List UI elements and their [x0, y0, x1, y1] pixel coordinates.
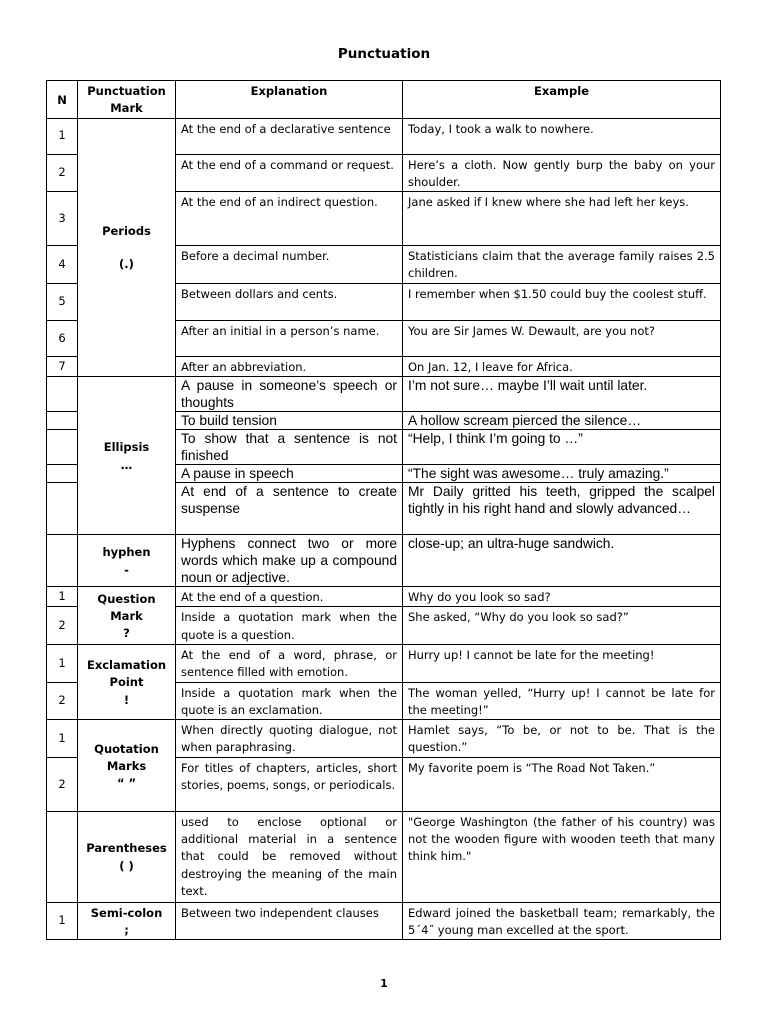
mark-symbol: !: [123, 692, 130, 707]
row-number: [47, 430, 78, 465]
mark-symbol: …: [120, 457, 133, 472]
explanation-cell: To build tension: [176, 412, 403, 430]
mark-symbol: “ ”: [116, 776, 137, 791]
explanation-cell: At the end of a question.: [176, 587, 403, 607]
mark-symbol: (.): [119, 257, 134, 272]
row-number: [47, 377, 78, 412]
mark-label: Question Mark: [97, 591, 156, 623]
example-cell: “Help, I think I’m going to …”: [403, 430, 721, 465]
mark-symbol: ?: [123, 626, 130, 641]
example-cell: I remember when $1.50 could buy the coolest stuff.: [403, 283, 721, 320]
example-cell: She asked, “Why do you look so sad?”: [403, 607, 721, 645]
row-number: 1: [47, 644, 78, 682]
mark-label: Exclamation Point: [86, 658, 167, 690]
table-row: [47, 720, 721, 758]
example-cell: I’m not sure… maybe I’ll wait until later.: [403, 377, 721, 412]
row-number: 3: [47, 192, 78, 246]
example-cell: Edward joined the basketball team; remarkably, the 5´4˝ young man excelled at the sport.: [403, 902, 721, 940]
mark-symbol: -: [124, 562, 129, 577]
explanation-cell: Inside a quotation mark when the quote is a question.: [176, 607, 403, 645]
explanation-cell: At the end of a command or request.: [176, 154, 403, 192]
table-row: [47, 902, 721, 940]
example-cell: Hurry up! I cannot be late for the meeting!: [403, 644, 721, 682]
explanation-cell: After an abbreviation.: [176, 356, 403, 376]
explanation-cell: To show that a sentence is not finished: [176, 430, 403, 465]
explanation-cell: At end of a sentence to create suspense: [176, 483, 403, 535]
explanation-cell: Between two independent clauses: [176, 902, 403, 940]
row-number: 2: [47, 607, 78, 645]
mark-ellipsis: [78, 377, 176, 535]
explanation-cell: used to enclose optional or additional material in a sentence that could be removed without destroying the meaning of the main text.: [176, 811, 403, 902]
page-number: 1: [380, 977, 388, 990]
table-row: [47, 644, 721, 682]
explanation-cell: When directly quoting dialogue, not when paraphrasing.: [176, 720, 403, 758]
header-n: N: [47, 81, 78, 119]
example-cell: Jane asked if I knew where she had left her keys.: [403, 192, 721, 246]
mark-semicolon: [78, 902, 176, 940]
table-row: [47, 535, 721, 587]
example-cell: Statisticians claim that the average family raises 2.5 children.: [403, 246, 721, 284]
mark-periods: [78, 118, 176, 376]
explanation-cell: Hyphens connect two or more words which make up a compound noun or adjective.: [176, 535, 403, 587]
header-row: [47, 81, 721, 119]
row-number: 1: [47, 587, 78, 607]
mark-label: hyphen: [102, 545, 151, 560]
explanation-cell: A pause in speech: [176, 465, 403, 483]
mark-parentheses: [78, 811, 176, 902]
mark-quotation: [78, 720, 176, 812]
example-cell: close-up; an ultra-huge sandwich.: [403, 535, 721, 587]
row-number: [47, 465, 78, 483]
table-row: [47, 118, 721, 154]
row-number: 1: [47, 720, 78, 758]
mark-label: Quotation Marks: [94, 741, 159, 773]
punctuation-table: [46, 80, 721, 940]
row-number: 1: [47, 902, 78, 940]
explanation-cell: At the end of a word, phrase, or sentence filled with emotion.: [176, 644, 403, 682]
row-number: [47, 811, 78, 902]
explanation-cell: Inside a quotation mark when the quote is an exclamation.: [176, 682, 403, 720]
header-mark: Punctuation Mark: [78, 81, 176, 119]
row-number: [47, 412, 78, 430]
row-number: 4: [47, 246, 78, 284]
explanation-cell: A pause in someone’s speech or thoughts: [176, 377, 403, 412]
example-cell: A hollow scream pierced the silence…: [403, 412, 721, 430]
row-number: 5: [47, 283, 78, 320]
table-row: [47, 587, 721, 607]
example-cell: "George Washington (the father of his country) was not the wooden figure with wooden teeth that many think him.": [403, 811, 721, 902]
row-number: [47, 535, 78, 587]
mark-label: Ellipsis: [103, 440, 150, 455]
example-cell: The woman yelled, “Hurry up! I cannot be late for the meeting!”: [403, 682, 721, 720]
explanation-cell: At the end of a declarative sentence: [176, 118, 403, 154]
row-number: 1: [47, 118, 78, 154]
example-cell: Mr Daily gritted his teeth, gripped the scalpel tightly in his right hand and slowly advanced…: [403, 483, 721, 535]
example-cell: Today, I took a walk to nowhere.: [403, 118, 721, 154]
explanation-cell: After an initial in a person’s name.: [176, 320, 403, 356]
row-number: 2: [47, 682, 78, 720]
example-cell: “The sight was awesome… truly amazing.”: [403, 465, 721, 483]
table-row: [47, 377, 721, 412]
row-number: [47, 483, 78, 535]
page-title: Punctuation: [337, 46, 431, 62]
row-number: 6: [47, 320, 78, 356]
mark-question: [78, 587, 176, 645]
row-number: 2: [47, 154, 78, 192]
mark-exclamation: [78, 644, 176, 719]
explanation-cell: Between dollars and cents.: [176, 283, 403, 320]
header-explanation: Explanation: [176, 81, 403, 119]
explanation-cell: Before a decimal number.: [176, 246, 403, 284]
table-row: [47, 811, 721, 902]
example-cell: Why do you look so sad?: [403, 587, 721, 607]
example-cell: My favorite poem is “The Road Not Taken.”: [403, 757, 721, 811]
example-cell: You are Sir James W. Dewault, are you not?: [403, 320, 721, 356]
explanation-cell: For titles of chapters, articles, short stories, poems, songs, or periodicals.: [176, 757, 403, 811]
row-number: 7: [47, 356, 78, 376]
row-number: 2: [47, 757, 78, 811]
mark-label: Semi-colon: [90, 905, 163, 920]
mark-label: Periods: [102, 224, 151, 239]
example-cell: Here’s a cloth. Now gently burp the baby on your shoulder.: [403, 154, 721, 192]
mark-label: Parentheses ( ): [86, 841, 167, 873]
mark-hyphen: [78, 535, 176, 587]
header-example: Example: [403, 81, 721, 119]
mark-symbol: ;: [124, 923, 129, 938]
explanation-cell: At the end of an indirect question.: [176, 192, 403, 246]
example-cell: On Jan. 12, I leave for Africa.: [403, 356, 721, 376]
example-cell: Hamlet says, “To be, or not to be. That is the question.”: [403, 720, 721, 758]
